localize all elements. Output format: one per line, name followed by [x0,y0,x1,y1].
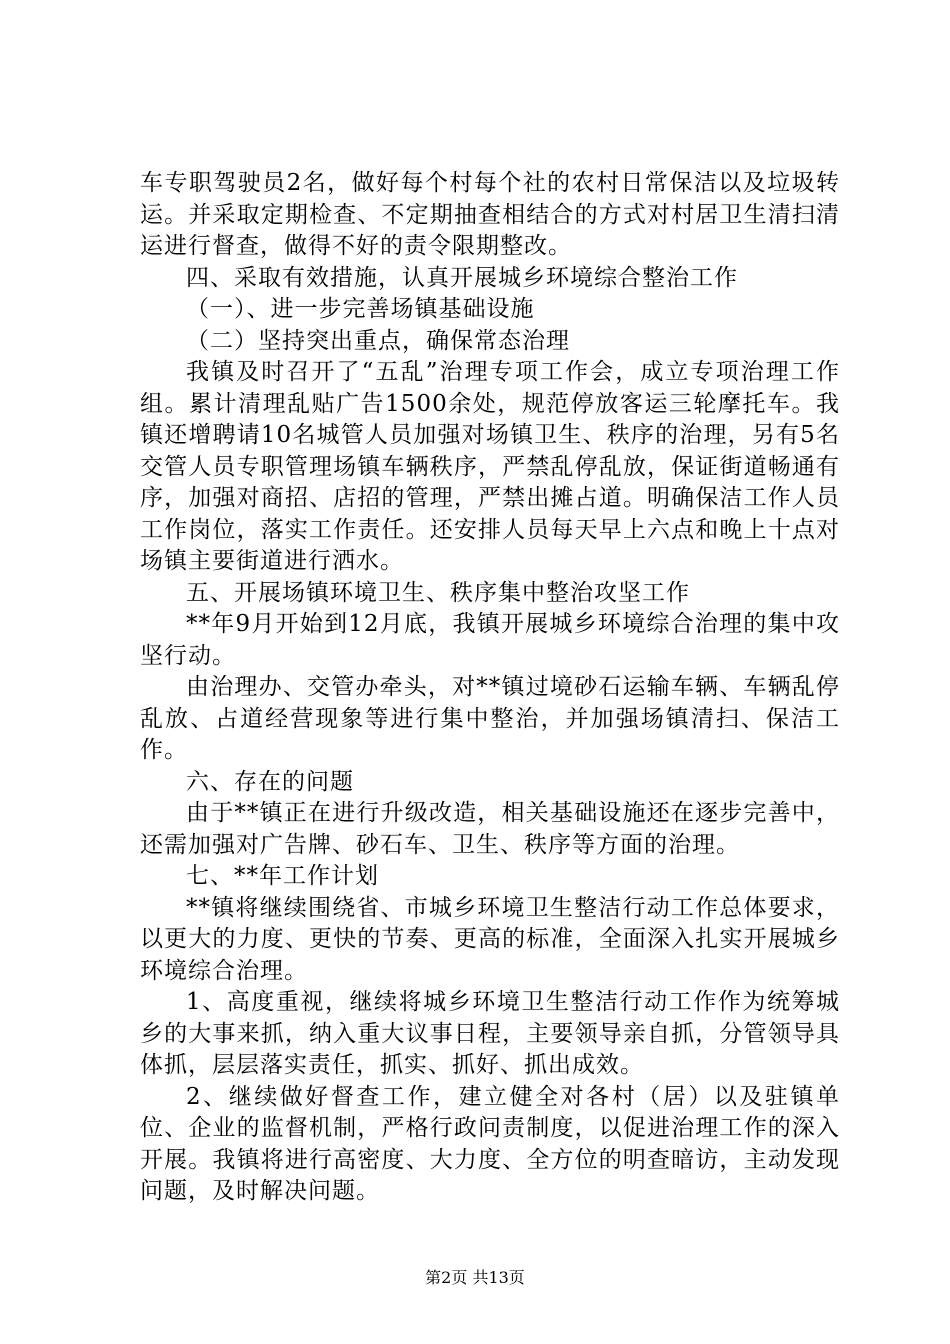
document-body [140,168,840,1208]
paragraph-problems: 由于**镇正在进行升级改造，相关基础设施还在逐步完善中，还需加强对广告牌、砂石车、卫生、秩序等方面的治理。 [140,800,840,858]
paragraph-plan: **镇将继续围绕省、市城乡环境卫生整洁行动工作总体要求，以更大的力度、更快的节奏、更高的标准，全面深入扎实开展城乡环境综合治理。 [140,894,840,984]
section-heading-4: 四、采取有效措施，认真开展城乡环境综合整治工作 [186,264,738,291]
page-number-label: 第2页 共13页 [425,1268,525,1287]
plan-item-1: 1、高度重视，继续将城乡环境卫生整洁行动工作作为统筹城乡的大事来抓，纳入重大议事日程，主要领导亲自抓，分管领导具体抓，层层落实责任，抓实、抓好、抓出成效。 [140,989,840,1078]
paragraph-1: 车专职驾驶员2名，做好每个村每个社的农村日常保洁以及垃圾转运。并采取定期检查、不定期抽查相结合的方式对村居卫生清扫清运进行督查，做得不好的责令限期整改。 [140,170,840,259]
paragraph-rectification: 由治理办、交管办牵头，对**镇过境砂石运输车辆、车辆乱停乱放、占道经营现象等进行集中整治，并加强场镇清扫、保洁工作。 [140,674,840,763]
page-footer [0,1268,950,1288]
section-heading-5: 五、开展场镇环境卫生、秩序集中整治攻坚工作 [186,579,690,606]
section-heading-6: 六、存在的问题 [186,768,354,795]
subheading-4-2: （二）坚持突出重点，确保常态治理 [186,327,570,354]
subheading-4-1: （一）、进一步完善场镇基础设施 [186,296,535,322]
paragraph-campaign: **年9月开始到12月底，我镇开展城乡环境综合治理的集中攻坚行动。 [140,611,840,669]
section-heading-7: 七、**年工作计划 [186,863,379,889]
paragraph-wuluan: 我镇及时召开了“五乱”治理专项工作会，成立专项治理工作组。累计清理乱贴广告1500余处，规范停放客运三轮摩托车。我镇还增聘请10名城管人员加强对场镇卫生、秩序的治理，另有5名交管人员专职管理场镇车辆秩序，严禁乱停乱放，保证街道畅通有序，加强对商招、店招的管理，严禁出摊占道。明确保洁工作人员工作岗位，落实工作责任。还安排人员每天早上六点和晚上十点对场镇主要街道进行洒水。 [140,359,840,574]
plan-item-2: 2、继续做好督查工作，建立健全对各村（居）以及驻镇单位、企业的监督机制，严格行政问责制度，以促进治理工作的深入开展。我镇将进行高密度、大力度、全方位的明查暗访，主动发现问题，及时解决问题。 [140,1083,840,1204]
